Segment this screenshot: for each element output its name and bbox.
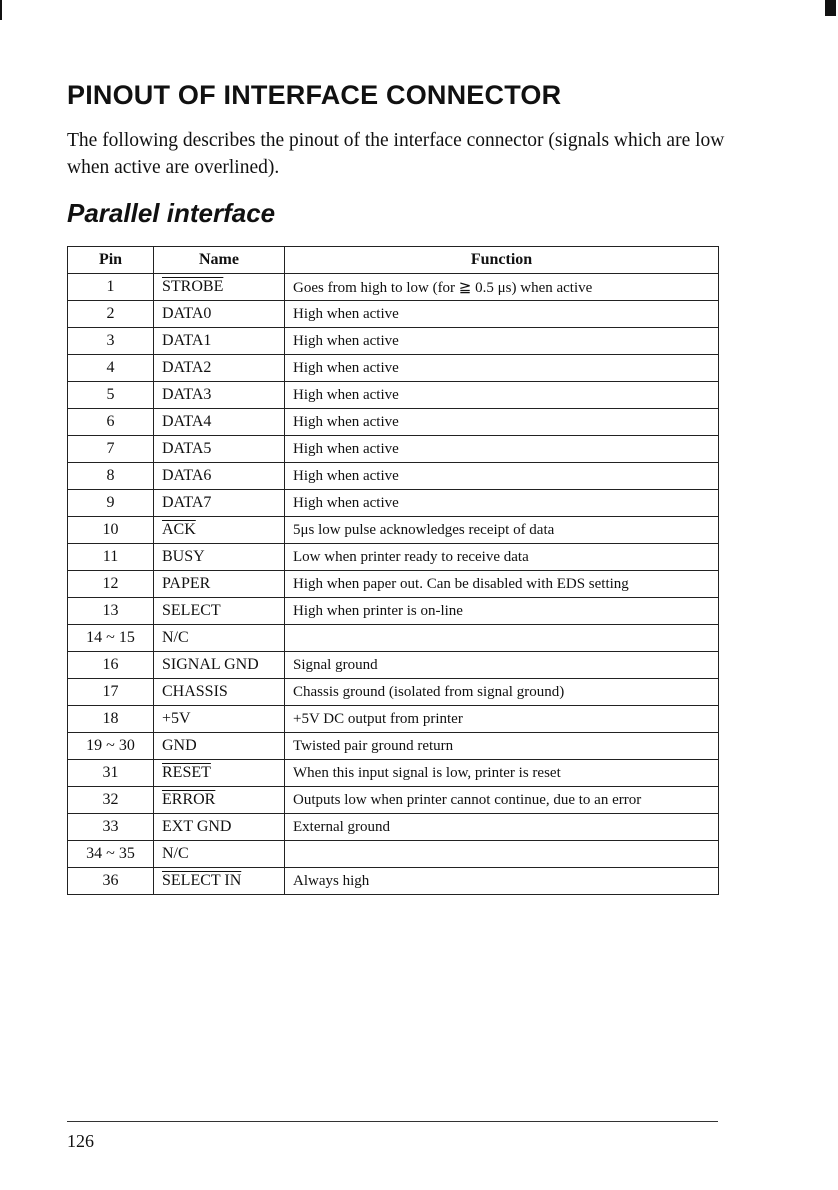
signal-name: DATA2 xyxy=(162,359,212,376)
table-row xyxy=(68,274,719,301)
signal-name: +5V xyxy=(162,710,191,727)
table-row xyxy=(68,679,719,706)
signal-name: DATA4 xyxy=(162,413,212,430)
signal-function-cell: High when active xyxy=(285,409,719,436)
page-number: 126 xyxy=(67,1131,94,1151)
signal-function-cell: High when active xyxy=(285,382,719,409)
signal-function-cell: High when active xyxy=(285,463,719,490)
crop-mark-left xyxy=(0,0,2,20)
pin-number-cell: 36 xyxy=(68,868,154,895)
pin-number-cell: 33 xyxy=(68,814,154,841)
table-row xyxy=(68,328,719,355)
table-row xyxy=(68,841,719,868)
table-row xyxy=(68,382,719,409)
signal-name: SELECT xyxy=(162,602,221,619)
signal-name-cell xyxy=(154,355,285,382)
signal-name-cell xyxy=(154,544,285,571)
signal-name: DATA7 xyxy=(162,494,212,511)
signal-function-cell: Signal ground xyxy=(285,652,719,679)
pin-number-cell: 5 xyxy=(68,382,154,409)
signal-name-cell xyxy=(154,733,285,760)
signal-function-cell: +5V DC output from printer xyxy=(285,706,719,733)
signal-name-cell xyxy=(154,517,285,544)
table-row xyxy=(68,598,719,625)
active-low-signal-name: $\overline{ACK}$ xyxy=(162,521,196,538)
table-header-row xyxy=(68,247,719,274)
table-row xyxy=(68,868,719,895)
signal-name-cell xyxy=(154,301,285,328)
pin-number-cell: 13 xyxy=(68,598,154,625)
column-header-name: Name xyxy=(154,247,285,274)
signal-name: CHASSIS xyxy=(162,683,228,700)
active-low-signal-name: RESET xyxy=(162,764,211,781)
signal-name-cell xyxy=(154,760,285,787)
signal-name-cell xyxy=(154,814,285,841)
signal-function-cell: High when active xyxy=(285,490,719,517)
signal-name-cell xyxy=(154,436,285,463)
pin-number-cell: 32 xyxy=(68,787,154,814)
signal-function-cell: High when paper out. Can be disabled with EDS setting xyxy=(285,571,719,598)
signal-name: DATA5 xyxy=(162,440,212,457)
table-row xyxy=(68,436,719,463)
table-row xyxy=(68,544,719,571)
signal-function-cell: Outputs low when printer cannot continue, due to an error xyxy=(285,787,719,814)
signal-name-cell xyxy=(154,274,285,301)
signal-function-cell: 5μs low pulse acknowledges receipt of data xyxy=(285,517,719,544)
pin-number-cell: 3 xyxy=(68,328,154,355)
pin-number-cell: 31 xyxy=(68,760,154,787)
table-row xyxy=(68,517,719,544)
signal-name-cell xyxy=(154,706,285,733)
signal-name: PAPER xyxy=(162,575,211,592)
pin-number-cell: 6 xyxy=(68,409,154,436)
signal-function-cell: Always high xyxy=(285,868,719,895)
table-row xyxy=(68,301,719,328)
signal-name-cell xyxy=(154,841,285,868)
signal-name-cell xyxy=(154,382,285,409)
pinout-table-body xyxy=(68,274,719,895)
pin-number-cell: 4 xyxy=(68,355,154,382)
signal-function-cell: Low when printer ready to receive data xyxy=(285,544,719,571)
signal-function-cell: High when printer is on-line xyxy=(285,598,719,625)
signal-function-cell: High when active xyxy=(285,355,719,382)
table-row xyxy=(68,355,719,382)
table-row xyxy=(68,706,719,733)
pin-number-cell: 16 xyxy=(68,652,154,679)
active-low-signal-name: STROBE xyxy=(162,278,224,295)
signal-name-cell xyxy=(154,679,285,706)
pin-number-cell: 11 xyxy=(68,544,154,571)
section-title: Parallel interface xyxy=(67,198,276,228)
crop-mark-right xyxy=(825,0,836,16)
signal-name: DATA0 xyxy=(162,305,212,322)
table-row xyxy=(68,571,719,598)
pin-number-cell: 19 ~ 30 xyxy=(68,733,154,760)
active-low-signal-name: SELECT IN xyxy=(162,872,242,889)
signal-function-cell: High when active xyxy=(285,328,719,355)
table-row xyxy=(68,490,719,517)
signal-function-cell: Twisted pair ground return xyxy=(285,733,719,760)
signal-function-cell: When this input signal is low, printer is reset xyxy=(285,760,719,787)
signal-name-cell xyxy=(154,328,285,355)
table-row xyxy=(68,463,719,490)
pin-number-cell: 9 xyxy=(68,490,154,517)
pin-number-cell: 8 xyxy=(68,463,154,490)
signal-name: DATA3 xyxy=(162,386,212,403)
pinout-table xyxy=(67,246,719,895)
column-header-pin: Pin xyxy=(68,247,154,274)
signal-function-cell xyxy=(285,841,719,868)
signal-name-cell xyxy=(154,787,285,814)
table-row xyxy=(68,733,719,760)
signal-function-cell: Chassis ground (isolated from signal ground) xyxy=(285,679,719,706)
signal-name: GND xyxy=(162,737,197,754)
table-row xyxy=(68,760,719,787)
signal-function-cell: External ground xyxy=(285,814,719,841)
table-row xyxy=(68,787,719,814)
signal-function-cell: High when active xyxy=(285,436,719,463)
signal-name: N/C xyxy=(162,845,189,862)
pin-number-cell: 1 xyxy=(68,274,154,301)
signal-function-cell: High when active xyxy=(285,301,719,328)
signal-function-cell: Goes from high to low (for ≧ 0.5 μs) when active xyxy=(285,274,719,301)
pin-number-cell: 7 xyxy=(68,436,154,463)
table-row xyxy=(68,625,719,652)
signal-name-cell xyxy=(154,571,285,598)
pin-number-cell: 2 xyxy=(68,301,154,328)
signal-name-cell xyxy=(154,409,285,436)
table-row xyxy=(68,409,719,436)
column-header-function: Function xyxy=(285,247,719,274)
table-row xyxy=(68,652,719,679)
signal-name-cell xyxy=(154,652,285,679)
signal-name-cell xyxy=(154,490,285,517)
footer-divider xyxy=(67,1121,718,1122)
pin-number-cell: 17 xyxy=(68,679,154,706)
pin-number-cell: 34 ~ 35 xyxy=(68,841,154,868)
intro-paragraph: The following describes the pinout of the interface connector (signals which are low when active are overlined). xyxy=(67,130,725,178)
signal-name: SIGNAL GND xyxy=(162,656,259,673)
signal-name-cell xyxy=(154,625,285,652)
pin-number-cell: 18 xyxy=(68,706,154,733)
signal-name-cell xyxy=(154,598,285,625)
page-title: PINOUT OF INTERFACE CONNECTOR xyxy=(67,80,562,110)
signal-name-cell xyxy=(154,868,285,895)
signal-name-cell xyxy=(154,463,285,490)
pin-number-cell: 12 xyxy=(68,571,154,598)
pin-number-cell: 14 ~ 15 xyxy=(68,625,154,652)
signal-name: N/C xyxy=(162,629,189,646)
signal-function-cell xyxy=(285,625,719,652)
table-row xyxy=(68,814,719,841)
signal-name: DATA6 xyxy=(162,467,212,484)
pin-number-cell: 10 xyxy=(68,517,154,544)
active-low-signal-name: ERROR xyxy=(162,791,216,808)
signal-name: BUSY xyxy=(162,548,205,565)
signal-name: DATA1 xyxy=(162,332,212,349)
signal-name: EXT GND xyxy=(162,818,232,835)
